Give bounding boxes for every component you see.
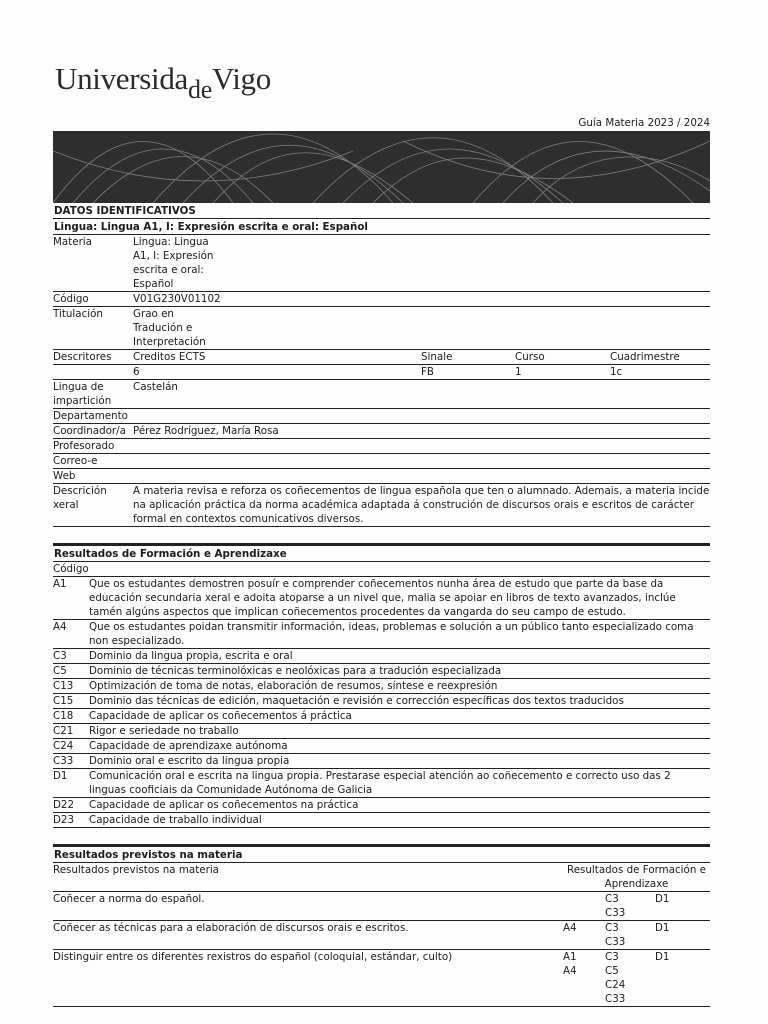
competence-code: D22 [53, 799, 75, 811]
row-profesorado [53, 439, 710, 454]
university-logo [55, 61, 271, 104]
competence-text: Optimización de toma de notas, elaboración de resumos, síntese e reexpresión [89, 680, 498, 692]
logo-text-main: Universida [55, 61, 189, 96]
curso-label: Curso [515, 351, 545, 363]
section-title-datos: DATOS IDENTIFICATIVOS [53, 203, 710, 219]
results-col-right: Resultados de Formación e Aprendizaxe [567, 864, 706, 890]
results-codes-c [605, 950, 655, 1006]
competence-text: Capacidade de aplicar os coñecementos na práctica [89, 799, 359, 811]
result-code: C3 [605, 922, 619, 934]
row-codigo [53, 292, 710, 307]
result-code: C24 [605, 979, 626, 991]
competence-code: C24 [53, 740, 74, 752]
competence-text: Dominio oral e escrito da lingua propia [89, 755, 290, 767]
row-correo [53, 454, 710, 469]
competence-code: C13 [53, 680, 74, 692]
competence-code: C5 [53, 665, 67, 677]
code-header: Código [53, 563, 89, 575]
competence-row [53, 694, 710, 709]
results-codes-d [655, 921, 710, 949]
competence-row [53, 679, 710, 694]
results-text: Coñecer a norma do español. [53, 893, 205, 905]
result-code: D1 [655, 951, 670, 963]
profesorado-label: Profesorado [53, 440, 115, 452]
row-web [53, 469, 710, 484]
subject-title: Lingua: Lingua A1, I: Expresión escrita e oral: Español [53, 219, 710, 235]
result-code: C5 [605, 965, 619, 977]
result-code: C3 [605, 893, 619, 905]
result-code: C33 [605, 993, 626, 1005]
results-row [53, 921, 710, 950]
titulacion-value: Grao en Tradución e Interpretación [133, 308, 206, 348]
row-descricion [53, 484, 710, 527]
result-code: D1 [655, 922, 670, 934]
results-row [53, 950, 710, 1007]
competence-row [53, 620, 710, 649]
competence-row [53, 769, 710, 798]
competence-text: Comunicación oral e escrita na lingua propia. Prestarase especial atención ao coñecemento e correcto uso das 2 linguas cooficiais da Comunidade Autónoma de Galicia [89, 770, 671, 796]
results-codes-a [563, 950, 605, 1006]
competence-text: Que os estudantes poidan transmitir información, ideas, problemas e solución a un público tanto especializado coma non especializado. [89, 621, 694, 647]
result-code: C33 [605, 907, 626, 919]
titulacion-label: Titulación [53, 308, 103, 320]
results-text: Distinguir entre os diferentes rexistros do español (coloquial, estándar, culto) [53, 951, 453, 963]
result-code: D1 [655, 893, 670, 905]
results-codes-c [605, 921, 655, 949]
competence-row [53, 709, 710, 724]
competence-code: C18 [53, 710, 74, 722]
competence-code: A4 [53, 621, 67, 633]
materia-value: Lingua: Lingua A1, I: Expresión escrita e oral: Español [133, 236, 214, 290]
row-titulacion [53, 307, 710, 350]
competence-row [53, 739, 710, 754]
competence-row [53, 724, 710, 739]
result-code: A4 [563, 922, 577, 934]
curso-value: 1 [515, 366, 522, 378]
results-header-row [53, 863, 710, 892]
lingua-value: Castelán [133, 381, 178, 393]
row-materia [53, 235, 710, 292]
guide-label: Guía Materia 2023 / 2024 [578, 117, 710, 129]
row-descritores-values [53, 365, 710, 380]
competence-text: Capacidade de aprendizaxe autónoma [89, 740, 288, 752]
creditos-label: Creditos ECTS [133, 351, 206, 363]
competence-code: C33 [53, 755, 74, 767]
descritores-spacer [53, 365, 133, 379]
row-codigo-header [53, 562, 710, 577]
competence-row [53, 813, 710, 828]
competence-code: D1 [53, 770, 68, 782]
correo-label: Correo-e [53, 455, 98, 467]
competence-code: A1 [53, 578, 67, 590]
logo-text-end: Vigo [211, 61, 271, 96]
competence-row [53, 577, 710, 620]
results-codes-c [605, 892, 655, 920]
coordinador-label: Coordinador/a [53, 425, 126, 437]
results-row [53, 892, 710, 921]
competence-row [53, 664, 710, 679]
row-coordinador [53, 424, 710, 439]
row-lingua [53, 380, 710, 409]
header-banner [53, 131, 710, 203]
results-codes-d [655, 950, 710, 1006]
competence-list [53, 577, 710, 828]
competence-text: Dominio das técnicas de edición, maquetación e revisión e corrección específicas dos textos traducidos [89, 695, 624, 707]
sinale-label: Sinale [421, 351, 453, 363]
competence-code: C3 [53, 650, 67, 662]
results-col-left: Resultados previstos na materia [53, 864, 219, 876]
cuadrimestre-label: Cuadrimestre [610, 351, 680, 363]
competence-text: Dominio da lingua propia, escrita e oral [89, 650, 293, 662]
competence-text: Que os estudantes demostren posuír e comprender coñecementos nunha área de estudo que parte da base da educación secundaria xeral e adoita atoparse a un nivel que, malia se apoiar en libros de texto avanzados, inclúe tamén algúns aspectos que implican coñecementos procedentes da vangarda do seu campo de estudo. [89, 578, 676, 618]
document-body [53, 203, 710, 1007]
competence-text: Rigor e seriedade no traballo [89, 725, 239, 737]
descricion-label: Descrición xeral [53, 485, 107, 511]
creditos-value: 6 [133, 366, 140, 378]
competence-row [53, 798, 710, 813]
row-descritores-head [53, 350, 710, 365]
section-title-resultados-previstos: Resultados previstos na materia [53, 844, 710, 863]
departamento-label: Departamento [53, 410, 128, 422]
lingua-label: Lingua de impartición [53, 381, 112, 407]
logo-text-de: de [188, 75, 212, 104]
result-code: A4 [563, 965, 577, 977]
competence-code: C21 [53, 725, 74, 737]
result-code: C33 [605, 936, 626, 948]
competence-text: Dominio de técnicas terminolóxicas e neolóxicas para a tradución especializada [89, 665, 502, 677]
section-title-resultados-formacion: Resultados de Formación e Aprendizaxe [53, 543, 710, 562]
competence-row [53, 649, 710, 664]
competence-row [53, 754, 710, 769]
result-code: A1 [563, 951, 577, 963]
row-departamento [53, 409, 710, 424]
sinale-value: FB [421, 366, 434, 378]
descritores-label: Descritores [53, 351, 112, 363]
cuadrimestre-value: 1c [610, 366, 623, 378]
results-codes-a [563, 892, 605, 920]
results-text: Coñecer as técnicas para a elaboración de discursos orais e escritos. [53, 922, 409, 934]
results-codes-a [563, 921, 605, 949]
competence-text: Capacidade de aplicar os coñecementos á práctica [89, 710, 352, 722]
result-code: C3 [605, 951, 619, 963]
coordinador-value: Pérez Rodríguez, María Rosa [133, 425, 279, 437]
competence-code: C15 [53, 695, 74, 707]
competence-text: Capacidade de traballo individual [89, 814, 262, 826]
codigo-label: Código [53, 293, 89, 305]
codigo-value: V01G230V01102 [133, 293, 221, 305]
web-label: Web [53, 470, 76, 482]
materia-label: Materia [53, 236, 92, 248]
descricion-value: A materia revisa e reforza os coñecementos de lingua española que ten o alumnado. Ademais, a materia incide na aplicación práctica da norma académica adaptada á construción de discursos orais e escritos de carácter formal en contextos comunicativos diversos. [133, 485, 710, 525]
results-codes-d [655, 892, 710, 920]
competence-code: D23 [53, 814, 75, 826]
results-list [53, 892, 710, 1007]
